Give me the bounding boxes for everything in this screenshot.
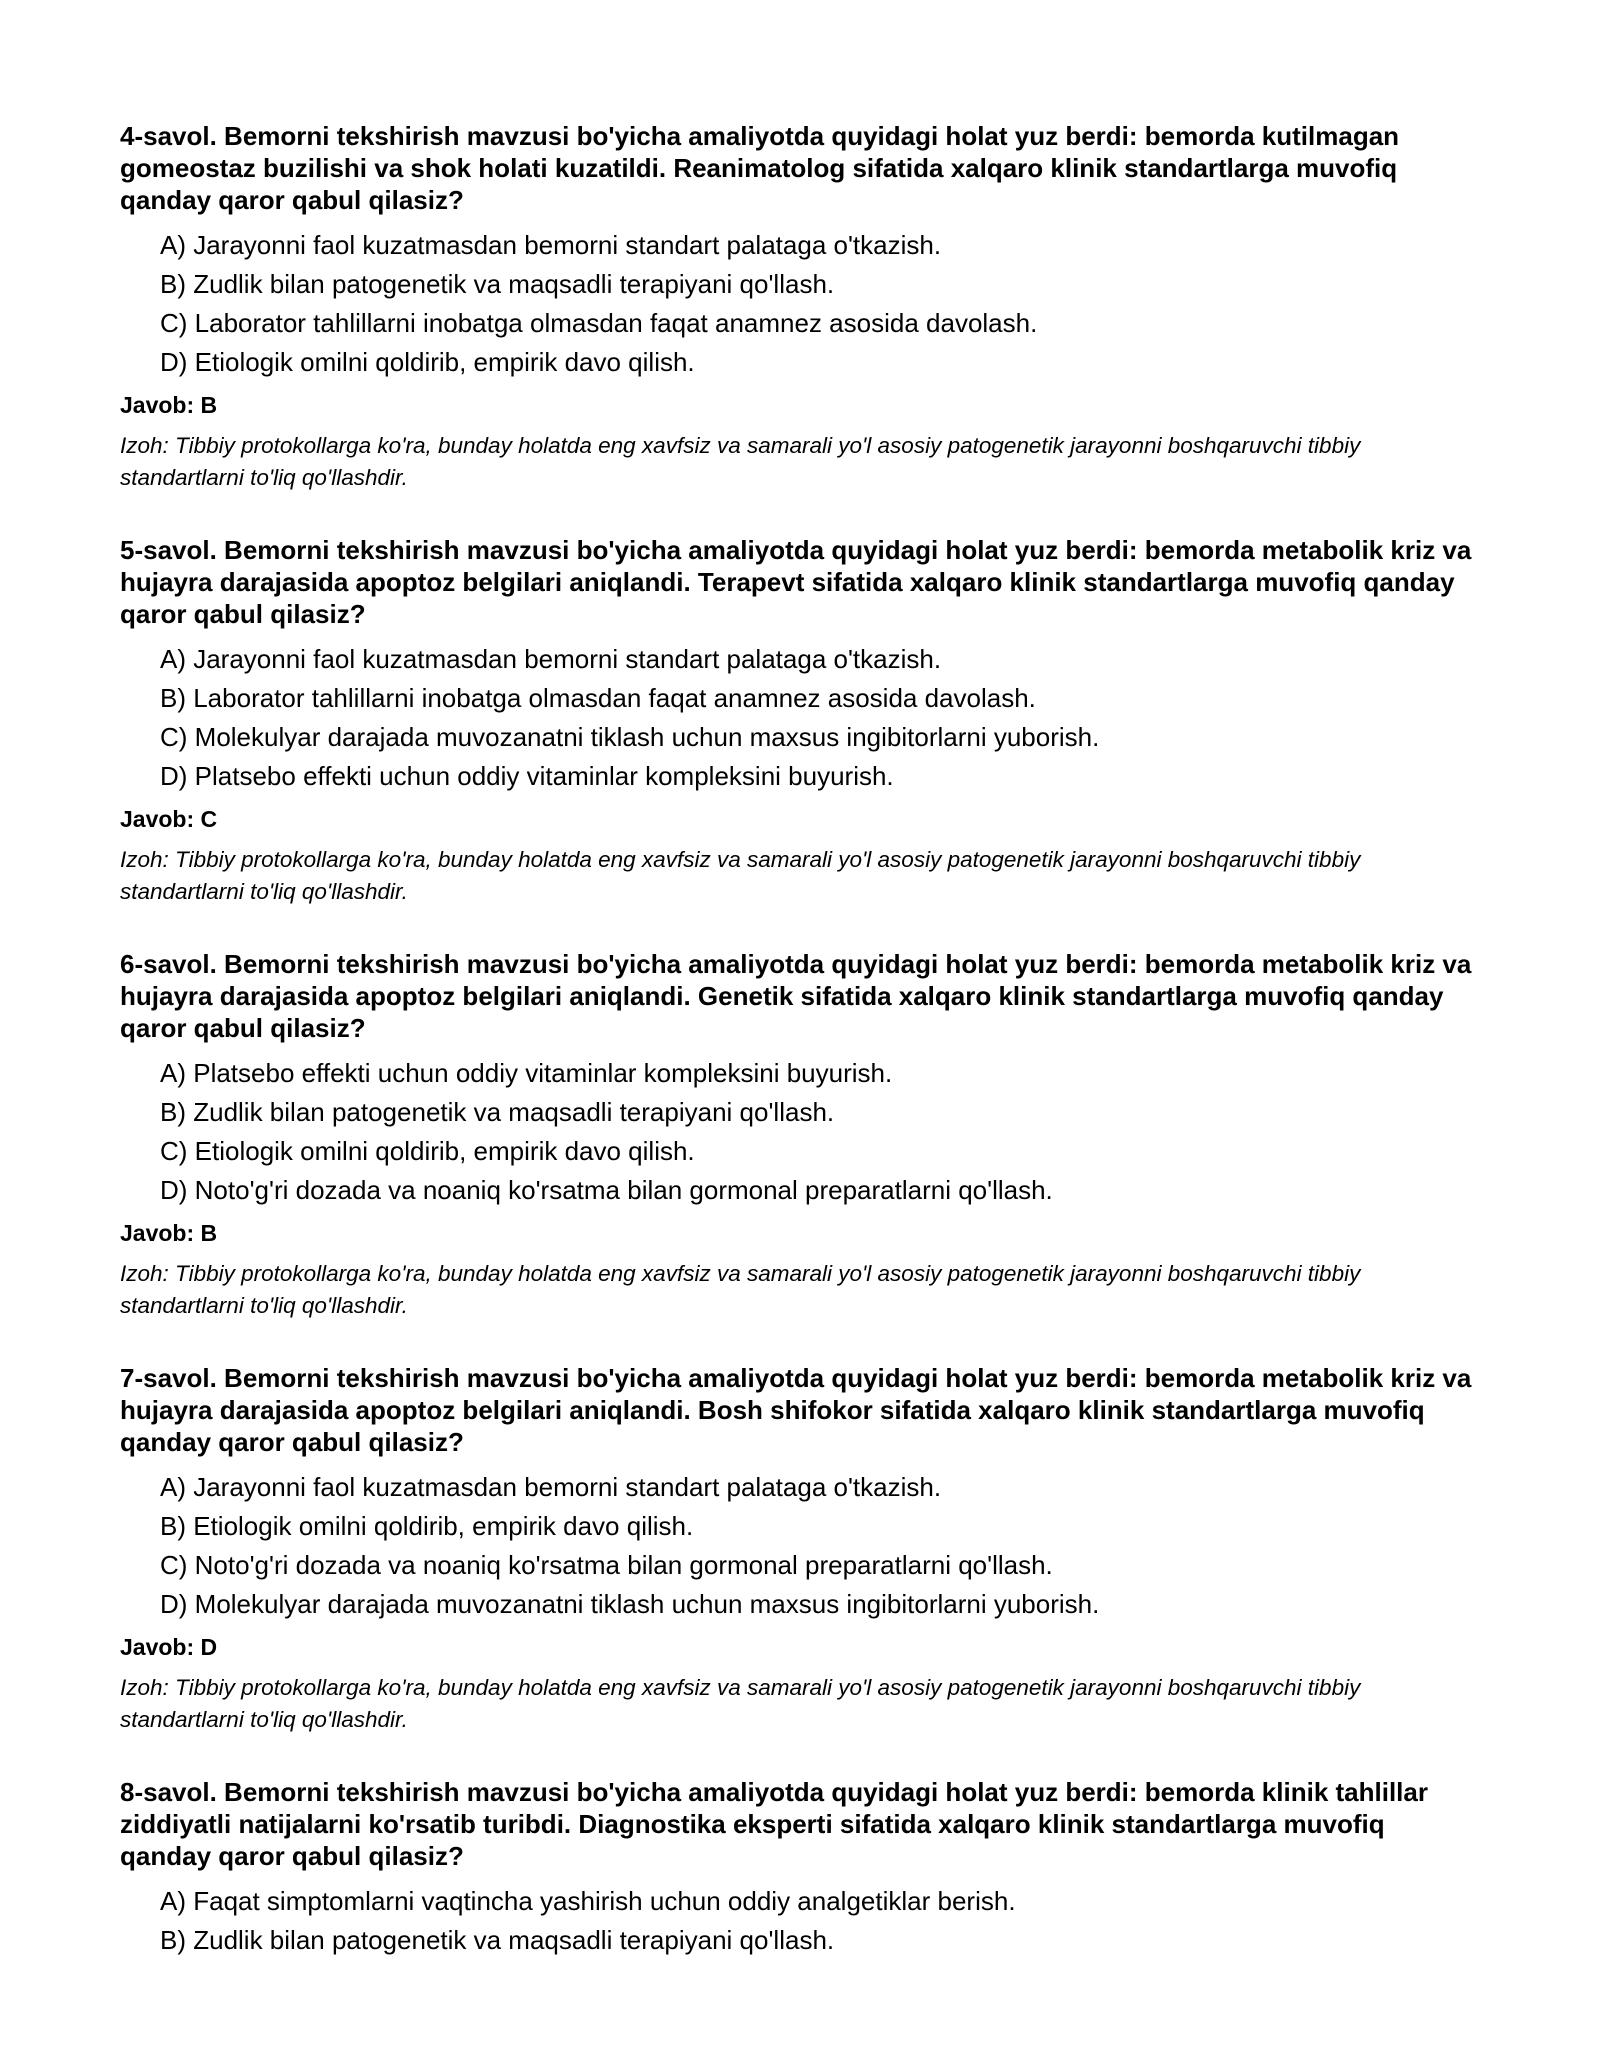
question-5	[120, 534, 1480, 908]
option-b: B) Zudlik bilan patogenetik va maqsadli terapiyani qo'llash.	[160, 1097, 835, 1127]
question-title: 7-savol. Bemorni tekshirish mavzusi bo'yicha amaliyotda quyidagi holat yuz berdi: bemorda metabolik kriz va hujayra darajasida apoptoz belgilari aniqlandi. Bosh shifokor sifatida xalqaro klinik standartlarga muvofiq qanday qaror qabul qilasiz?	[120, 1363, 1472, 1457]
option-b: B) Zudlik bilan patogenetik va maqsadli terapiyani qo'llash.	[160, 1925, 835, 1955]
option-b: B) Laborator tahlillarni inobatga olmasdan faqat anamnez asosida davolash.	[160, 683, 1036, 713]
question-title: 4-savol. Bemorni tekshirish mavzusi bo'yicha amaliyotda quyidagi holat yuz berdi: bemorda kutilmagan gomeostaz buzilishi va shok holati kuzatildi. Reanimatolog sifatida xalqaro klinik standartlarga muvofiq qanday qaror qabul qilasiz?	[120, 121, 1400, 215]
answer-label: Javob: D	[120, 1634, 218, 1660]
question-7	[120, 1362, 1480, 1736]
option-c: C) Etiologik omilni qoldirib, empirik davo qilish.	[160, 1136, 695, 1166]
option-list	[120, 226, 1480, 382]
option-d: D) Etiologik omilni qoldirib, empirik davo qilish.	[160, 347, 695, 377]
option-list	[120, 1468, 1480, 1624]
option-a: A) Jarayonni faol kuzatmasdan bemorni standart palataga o'tkazish.	[160, 644, 942, 674]
option-a: A) Jarayonni faol kuzatmasdan bemorni standart palataga o'tkazish.	[160, 1472, 942, 1502]
option-c: C) Noto'g'ri dozada va noaniq ko'rsatma bilan gormonal preparatlarni qo'llash.	[160, 1550, 1053, 1580]
question-title: 8-savol. Bemorni tekshirish mavzusi bo'yicha amaliyotda quyidagi holat yuz berdi: bemorda klinik tahlillar ziddiyatli natijalarni ko'rsatib turibdi. Diagnostika eksperti sifatida xalqaro klinik standartlarga muvofiq qanday qaror qabul qilasiz?	[120, 1777, 1428, 1871]
option-a: A) Faqat simptomlarni vaqtincha yashirish uchun oddiy analgetiklar berish.	[160, 1886, 1016, 1916]
option-c: C) Laborator tahlillarni inobatga olmasdan faqat anamnez asosida davolash.	[160, 308, 1038, 338]
option-d: D) Noto'g'ri dozada va noaniq ko'rsatma bilan gormonal preparatlarni qo'llash.	[160, 1175, 1053, 1205]
explanation-note: Izoh: Tibbiy protokollarga ko'ra, bunday holatda eng xavfsiz va samarali yo'l asosiy patogenetik jarayonni boshqaruvchi tibbiy standartlarni to'liq qo'llashdir.	[120, 1675, 1361, 1732]
option-a: A) Jarayonni faol kuzatmasdan bemorni standart palataga o'tkazish.	[160, 230, 942, 260]
explanation-note: Izoh: Tibbiy protokollarga ko'ra, bunday holatda eng xavfsiz va samarali yo'l asosiy patogenetik jarayonni boshqaruvchi tibbiy standartlarni to'liq qo'llashdir.	[120, 1261, 1361, 1318]
question-8	[120, 1776, 1480, 1960]
document-page	[120, 120, 1480, 2000]
question-title: 5-savol. Bemorni tekshirish mavzusi bo'yicha amaliyotda quyidagi holat yuz berdi: bemorda metabolik kriz va hujayra darajasida apoptoz belgilari aniqlandi. Terapevt sifatida xalqaro klinik standartlarga muvofiq qanday qaror qabul qilasiz?	[120, 535, 1472, 629]
answer-label: Javob: C	[120, 806, 218, 832]
option-b: B) Zudlik bilan patogenetik va maqsadli terapiyani qo'llash.	[160, 269, 835, 299]
option-list	[120, 1882, 1480, 1960]
explanation-note: Izoh: Tibbiy protokollarga ko'ra, bunday holatda eng xavfsiz va samarali yo'l asosiy patogenetik jarayonni boshqaruvchi tibbiy standartlarni to'liq qo'llashdir.	[120, 847, 1361, 904]
option-b: B) Etiologik omilni qoldirib, empirik davo qilish.	[160, 1511, 694, 1541]
question-title: 6-savol. Bemorni tekshirish mavzusi bo'yicha amaliyotda quyidagi holat yuz berdi: bemorda metabolik kriz va hujayra darajasida apoptoz belgilari aniqlandi. Genetik sifatida xalqaro klinik standartlarga muvofiq qanday qaror qabul qilasiz?	[120, 949, 1472, 1043]
option-d: D) Platsebo effekti uchun oddiy vitaminlar kompleksini buyurish.	[160, 761, 894, 791]
question-6	[120, 948, 1480, 1322]
option-c: C) Molekulyar darajada muvozanatni tiklash uchun maxsus ingibitorlarni yuborish.	[160, 722, 1100, 752]
option-list	[120, 1054, 1480, 1210]
answer-label: Javob: B	[120, 1220, 218, 1246]
option-list	[120, 640, 1480, 796]
answer-label: Javob: B	[120, 392, 218, 418]
explanation-note: Izoh: Tibbiy protokollarga ko'ra, bunday holatda eng xavfsiz va samarali yo'l asosiy patogenetik jarayonni boshqaruvchi tibbiy standartlarni to'liq qo'llashdir.	[120, 433, 1361, 490]
option-d: D) Molekulyar darajada muvozanatni tiklash uchun maxsus ingibitorlarni yuborish.	[160, 1589, 1100, 1619]
option-a: A) Platsebo effekti uchun oddiy vitaminlar kompleksini buyurish.	[160, 1058, 893, 1088]
question-4	[120, 120, 1480, 494]
